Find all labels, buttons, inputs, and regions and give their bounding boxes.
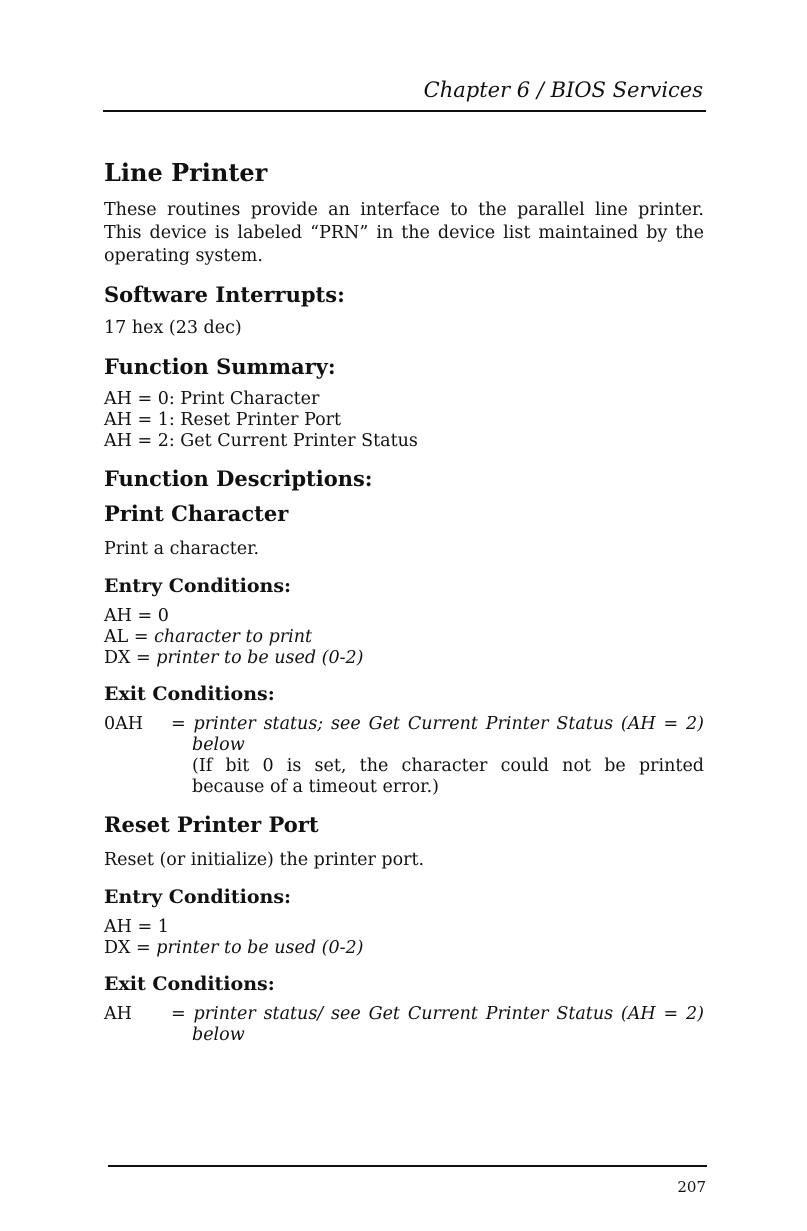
descriptions-heading: Function Descriptions: [104,466,373,491]
register-label: 0AH [104,714,144,734]
print-character-desc: Print a character. [104,539,260,559]
register-label: DX = [104,648,157,668]
entry-line [104,606,704,627]
section-title: Line Printer [104,158,268,187]
register-value: 1 [157,917,169,937]
summary-line: AH = 1: Reset Printer Port [104,410,342,430]
register-label: AH = [104,917,158,937]
exit-value-continued: below [192,735,245,755]
exit-conditions [104,714,704,798]
entry-conditions-list [104,606,704,669]
print-character-heading: Print Character [104,501,289,526]
register-label: AL = [104,627,155,647]
exit-value-continued: below [192,1025,245,1045]
interrupts-value: 17 hex (23 dec) [104,318,242,338]
exit-value [171,1004,704,1025]
entry-conditions-heading: Entry Conditions: [104,886,292,908]
register-value: 0 [157,606,169,626]
exit-row [104,1004,704,1046]
footer-rule [108,1165,707,1167]
page-content [104,158,704,1046]
interrupts-heading: Software Interrupts: [104,282,345,307]
exit-conditions-heading: Exit Conditions: [104,683,275,705]
page-number: 207 [677,1178,706,1196]
exit-note: (If bit 0 is set, the character could not be printed because of a timeout error.) [192,756,704,797]
register-label: DX = [104,938,157,958]
exit-conditions-heading: Exit Conditions: [104,973,275,995]
exit-value [171,714,704,735]
register-label: AH = [104,606,158,626]
exit-description [171,714,704,798]
entry-line [104,648,704,669]
summary-heading: Function Summary: [104,354,336,379]
exit-value-text: printer status; see Get Current Printer Status (AH = 2) [193,714,704,734]
register-label: AH [104,1004,132,1024]
reset-printer-heading: Reset Printer Port [104,812,319,837]
running-head: Chapter 6 / BIOS Services [423,78,703,102]
entry-line [104,917,704,938]
exit-row [104,714,704,798]
reset-printer-desc: Reset (or initialize) the printer port. [104,850,425,870]
summary-line: AH = 2: Get Current Printer Status [104,431,418,451]
exit-conditions [104,1004,704,1046]
equals-sign: = [171,1004,194,1024]
entry-line [104,627,704,648]
register-value: character to print [154,627,313,647]
section-intro: These routines provide an interface to the parallel line printer. This device is labeled “PRN” in the device list maintained by the operating system. [104,200,704,266]
header-rule [103,110,706,112]
exit-description [171,1004,704,1046]
register-value: printer to be used (0-2) [156,648,364,668]
entry-conditions-heading: Entry Conditions: [104,575,292,597]
register-value: printer to be used (0-2) [156,938,364,958]
exit-value-text: printer status/ see Get Current Printer Status (AH = 2) [193,1004,704,1024]
entry-line [104,938,704,959]
function-summary-list [104,389,704,452]
entry-conditions-list [104,917,704,959]
summary-line: AH = 0: Print Character [104,389,320,409]
equals-sign: = [171,714,194,734]
